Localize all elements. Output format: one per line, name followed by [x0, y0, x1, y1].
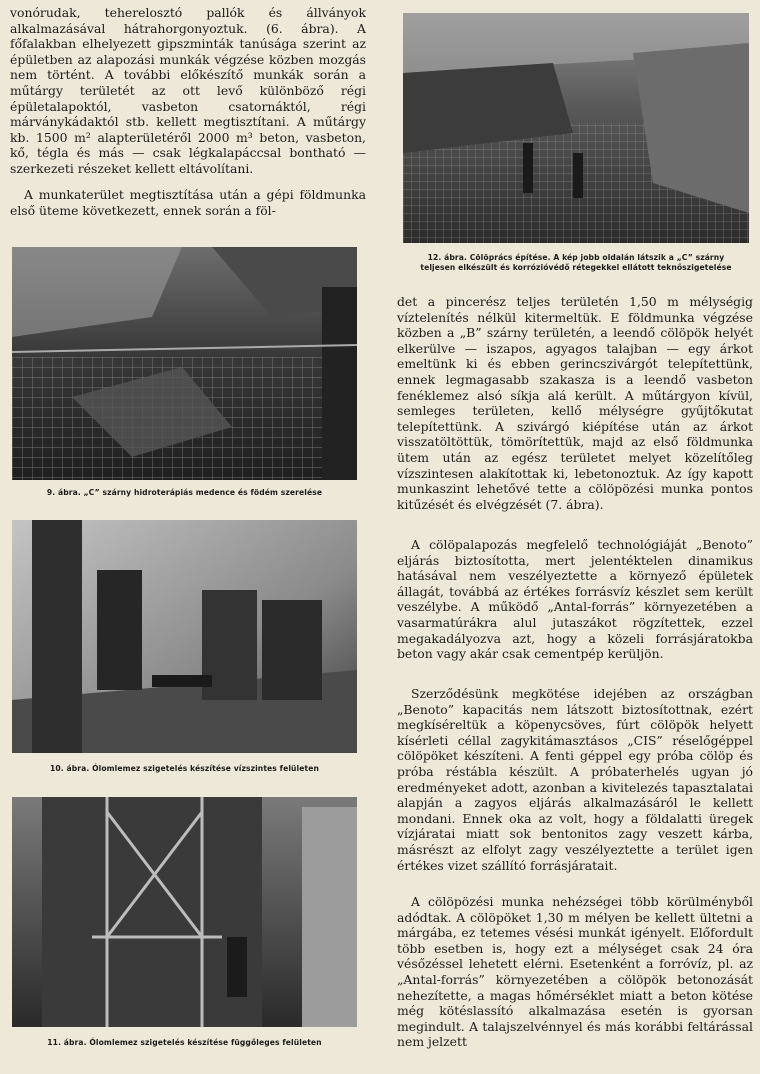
- left-text-paragraph-1: vonórudak, teherelosztó pallók és állványok alkalmazásával hátrahorgonyoztuk. (6. ábra). A főfalakban elhelyezett gipszminták tanúsága szerint az épületben az alapozási munkák végzése közben mozgás nem történt. A további előkészítő munkák során a műtárgy területét az ott levő különböző régi épületalapoktól, vasbeton csatornáktól, régi márványkádaktól stb. kellett megtisztítani. A műtárgy kb. 1500 m² alapterületéről 2000 m³ beton, vasbeton, kő, tégla és más — csak légkalapáccsal bontható — szerkezeti részeket kellett eltávolítani.: [10, 5, 366, 176]
- figure-10-caption: 10. ábra. Ólomlemez szigetelés készítése vízszintes felületen: [50, 764, 319, 773]
- figure-11-photo: [12, 797, 357, 1027]
- figure-11-caption: 11. ábra. Ólomlemez szigetelés készítése függőleges felületen: [47, 1038, 322, 1047]
- figure-12-photo: [403, 13, 749, 243]
- right-text-paragraph-1: det a pincerész teljes területén 1,50 m mélységig víztelenítés nélkül kitermeltük. E földmunka végzése közben a „B” szárny területén, a leendő cölöpök helyét elkerülve — iszapos, agyagos talajban — egy árkot emeltünk ki és ebben gerincszivárgót telepítettünk, ennek legmagasabb szakasza is a leendő vasbeton fenéklemez alsó síkja alá került. A műtárgyon kívül, semleges területen, kellő mélységre gyűjtőkutat telepítettünk. A szivárgó kiépítése után az árkot visszatöltöttük, tömörítettük, majd az első földmunka ütem után az egész területet melyet közelítőleg vízszintesen alakítottak ki, lebetonoztuk. Az így kapott munkaszint lehetővé tette a cölöpözési munka pontos kitűzését és elvégzését (7. ábra).: [397, 294, 753, 512]
- right-text-paragraph-4: A cölöpözési munka nehézségei több körülményből adódtak. A cölöpöket 1,30 m mélyen be kellett ültetni a márgába, ez tetemes vésési munkát igényelt. Előfordult több esetben is, hogy ezt a mélységet csak 24 óra vésőzéssel lehetett elérni. Esetenként a forróvíz, pl. az „Antal-forrás” környezetében a cölöpök betonozását nehezítette, a magas hőmérséklet miatt a beton kötése még kötéslassító alkalmazása esetén is gyorsan megindult. A talajszelvénnyel és más korábbi feltárással nem jelzett: [397, 894, 753, 1050]
- right-text-paragraph-2: A cölöpalapozás megfelelő technológiáját „Benoto” eljárás biztosította, mert jelentéktelen dinamikus hatásával nem veszélyeztette a környező épületek állagát, továbbá az értékes forrásvíz készlet sem került veszélybe. A működő „Antal-forrás” környezetében a vasarmatúrákra alul jutaszákot rögzítettek, ezzel megakadályozva azt, hogy a közeli forrásjáratokba beton vagy akár csak cementpép kerüljön.: [397, 537, 753, 662]
- figure-10-photo: [12, 520, 357, 753]
- figure-9-photo: [12, 247, 357, 480]
- figure-12-caption-line-2: teljesen elkészült és korrózióvédő rétegekkel ellátott teknőszigetelése: [420, 263, 732, 272]
- figure-9-caption: 9. ábra. „C” szárny hidroterápiás medence és födém szerelése: [46, 488, 323, 497]
- right-text-paragraph-3: Szerződésünk megkötése idejében az országban „Benoto” kapacitás nem látszott biztosítottnak, ezért megkíséreltük a köpenycsöves, fúrt cölöpök helyett kísérleti céllal zagykitámasztásos „CIS” réselőgéppel cölöpöket készíteni. A fenti géppel egy próba cölöp és próba réstábla készült. A próbaterhelés ugyan jó eredményeket adott, azonban a kivitelezés tapasztalatai alapján a zagyos eljárás alkalmazásáról le kellett mondani. Ennek oka az volt, hogy a földalatti üregek vízjáratai miatt sok bentonitos zagy veszett kárba, másrészt az elfolyt zagy veszélyeztette a terület igen értékes vizet szállító forrásjáratait.: [397, 686, 753, 873]
- figure-12-caption-line-1: 12. ábra. Cölöprács építése. A kép jobb oldalán látszik a „C” szárny: [427, 253, 725, 262]
- left-text-paragraph-2: A munkaterület megtisztítása után a gépi földmunka első üteme következett, ennek során a föl-: [10, 187, 366, 218]
